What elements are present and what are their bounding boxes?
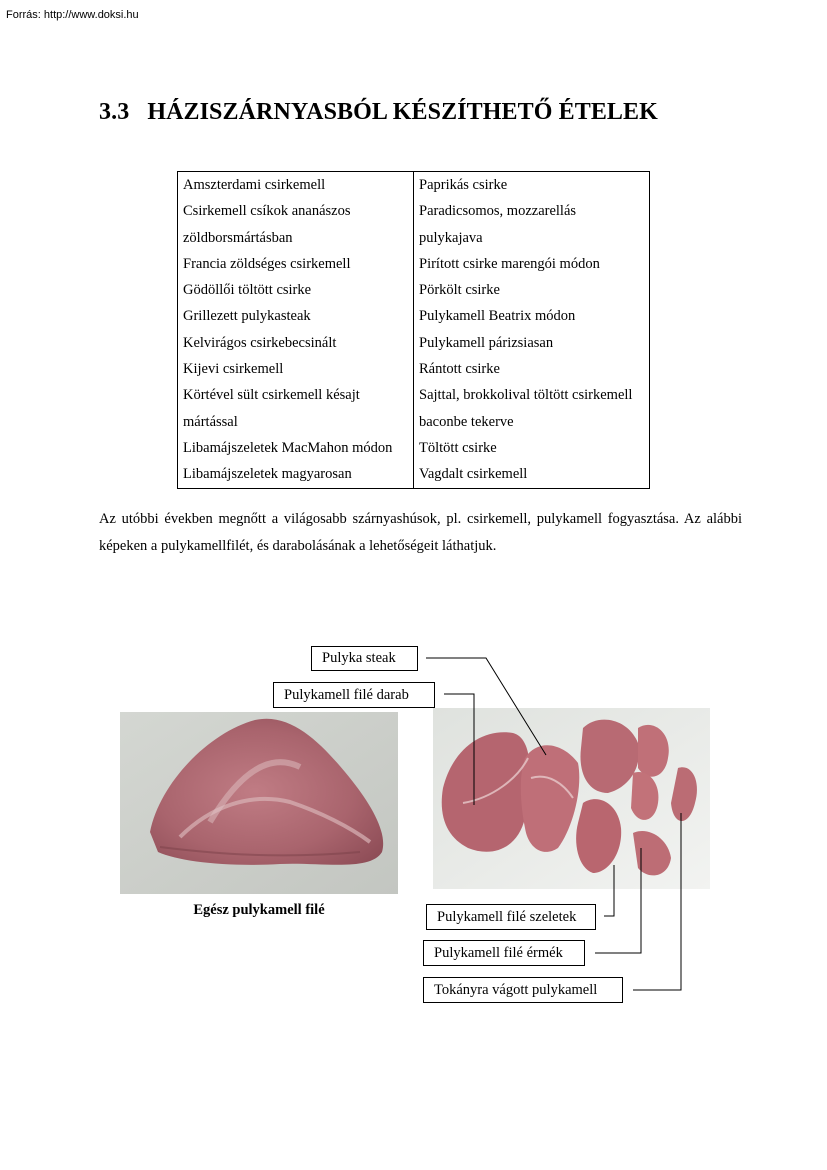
dish-item: Francia zöldséges csirkemell bbox=[183, 255, 351, 272]
dish-item: Vagdalt csirkemell bbox=[419, 466, 528, 483]
dish-item: Grillezett pulykasteak bbox=[183, 308, 311, 325]
cut-pieces-photo bbox=[433, 708, 710, 889]
dish-item: Paradicsomos, mozzarellás bbox=[419, 203, 577, 220]
dish-column-left bbox=[178, 172, 414, 488]
label-file-szeletek: Pulykamell filé szeletek bbox=[426, 904, 596, 930]
whole-fillet-photo bbox=[120, 712, 398, 894]
dish-item: Pulykamell Beatrix módon bbox=[419, 308, 576, 325]
dish-item: pulykajava bbox=[419, 229, 483, 246]
dish-item: Pirított csirke marengói módon bbox=[419, 255, 600, 272]
section-title: HÁZISZÁRNYASBÓL KÉSZÍTHETŐ ÉTELEK bbox=[147, 99, 658, 125]
dish-item: Rántott csirke bbox=[419, 361, 500, 378]
dish-item: Sajttal, brokkolival töltött csirkemell bbox=[419, 387, 633, 404]
dish-item: baconbe tekerve bbox=[419, 413, 514, 430]
dish-item: Körtével sült csirkemell késajt bbox=[183, 387, 360, 404]
label-tokany: Tokányra vágott pulykamell bbox=[423, 977, 623, 1003]
dish-table bbox=[177, 171, 650, 489]
dish-item: zöldborsmártásban bbox=[183, 229, 293, 246]
label-file-ermek: Pulykamell filé érmék bbox=[423, 940, 585, 966]
photo-caption: Egész pulykamell filé bbox=[193, 902, 325, 918]
dish-item: Libamájszeletek magyarosan bbox=[183, 466, 352, 483]
dish-item: Csirkemell csíkok ananászos bbox=[183, 203, 351, 220]
dish-item: Paprikás csirke bbox=[419, 177, 508, 193]
dish-item: Kelvirágos csirkebecsinált bbox=[183, 334, 337, 351]
dish-item: Kijevi csirkemell bbox=[183, 361, 284, 378]
label-pulyka-steak: Pulyka steak bbox=[311, 646, 418, 671]
label-file-darab: Pulykamell filé darab bbox=[273, 682, 435, 708]
source-url: Forrás: http://www.doksi.hu bbox=[6, 9, 139, 21]
dish-item: mártással bbox=[183, 413, 238, 430]
dish-item: Pulykamell párizsiasan bbox=[419, 334, 554, 351]
dish-item: Libamájszeletek MacMahon módon bbox=[183, 439, 393, 456]
dish-column-right bbox=[414, 172, 649, 488]
section-number: 3.3 bbox=[99, 99, 130, 125]
dish-item: Töltött csirke bbox=[419, 439, 497, 456]
dish-item: Gödöllői töltött csirke bbox=[183, 282, 312, 299]
dish-item: Pörkölt csirke bbox=[419, 282, 500, 299]
section-heading bbox=[99, 99, 658, 126]
dish-item: Amszterdami csirkemell bbox=[183, 177, 326, 193]
intro-paragraph: Az utóbbi években megnőtt a világosabb szárnyashúsok, pl. csirkemell, pulykamell fogyasztása. Az alábbi képeken a pulykamellfilét, és darabolásának a lehetőségeit láthatjuk. bbox=[99, 511, 742, 554]
